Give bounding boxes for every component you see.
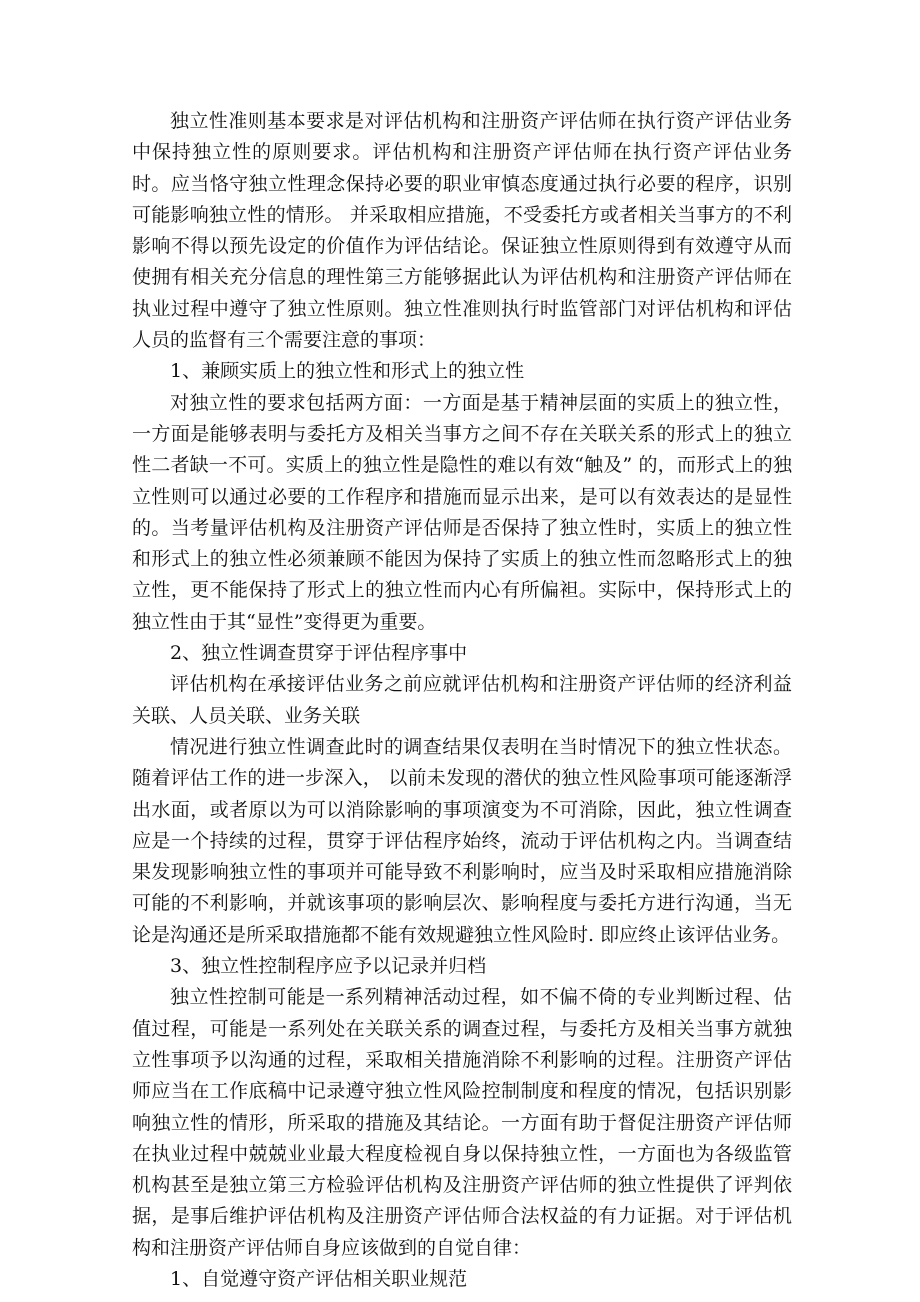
document-body — [132, 106, 792, 1295]
paragraph-investigation-process: 情况进行独立性调查此时的调查结果仅表明在当时情况下的独立性状态。随着评估工作的进一步深入， 以前未发现的潜伏的独立性风险事项可能逐渐浮出水面，或者原以为可以消除影响的事项演变为不可消除，因此，独立性调查应是一个持续的过程，贯穿于评估程序始终，流动于评估机构之内。当调查结果发现影响独立性的事项并可能导致不利影响时，应当及时采取相应措施消除可能的不利影响，并就该事项的影响层次、影响程度与委托方进行沟通，当无论是沟通还是所采取措施都不能有效规避独立性风险时. 即应终止该评估业务。 — [132, 735, 792, 946]
paragraph-substance-and-form: 对独立性的要求包括两方面：一方面是基于精神层面的实质上的独立性，一方面是能够表明与委托方及相关当事方之间不存在关联关系的形式上的独立性二者缺一不可。实质上的独立性是隐性的难以有效“触及” 的，而形式上的独立性则可以通过必要的工作程序和措施而显示出来，是可以有效表达的是显性的。当考量评估机构及注册资产评估师是否保持了独立性时，实质上的独立性和形式上的独立性必须兼顾不能因为保持了实质上的独立性而忽略形式上的独立性，更不能保持了形式上的独立性而内心有所偏袒。实际中，保持形式上的独立性由于其“显性”变得更为重要。 — [132, 391, 792, 633]
paragraph-control-documentation: 独立性控制可能是一系列精神活动过程，如不偏不倚的专业判断过程、估值过程，可能是一系列处在关联关系的调查过程，与委托方及相关当事方就独立性事项予以沟通的过程，采取相关措施消除不利影响的过程。注册资产评估师应当在工作底稿中记录遵守独立性风险控制制度和程度的情况，包括识别影响独立性的情形，所采取的措施及其结论。一方面有助于督促注册资产评估师在执业过程中兢兢业业最大程度检视自身以保持独立性，一方面也为各级监管机构甚至是独立第三方检验评估机构及注册资产评估师的独立性提供了评判依据，是事后维护评估机构及注册资产评估师合法权益的有力证据。对于评估机构和注册资产评估师自身应该做到的自觉自律： — [132, 986, 792, 1259]
paragraph-investigation-scope: 评估机构在承接评估业务之前应就评估机构和注册资产评估师的经济利益关联、人员关联、业务关联 — [132, 673, 792, 727]
heading-self-discipline: 1、自觉遵守资产评估相关职业规范 — [170, 1267, 468, 1290]
paragraph-intro: 独立性准则基本要求是对评估机构和注册资产评估师在执行资产评估业务中保持独立性的原则要求。评估机构和注册资产评估师在执行资产评估业务时。应当恪守独立性理念保持必要的职业审慎态度通过执行必要的程序，识别可能影响独立性的情形。 并采取相应措施，不受委托方或者相关当事方的不利影响不得以预先设定的价值作为评估结论。保证独立性原则得到有效遵守从而使拥有相关充分信息的理性第三方能够据此认为评估机构和注册资产评估师在执业过程中遵守了独立性原则。独立性准则执行时监管部门对评估机构和评估人员的监督有三个需要注意的事项： — [132, 110, 792, 352]
heading-control-documentation: 3、独立性控制程序应予以记录并归档 — [170, 955, 487, 978]
heading-substance-and-form: 1、兼顾实质上的独立性和形式上的独立性 — [170, 360, 525, 383]
heading-independence-investigation: 2、独立性调查贯穿于评估程序事中 — [170, 642, 468, 665]
